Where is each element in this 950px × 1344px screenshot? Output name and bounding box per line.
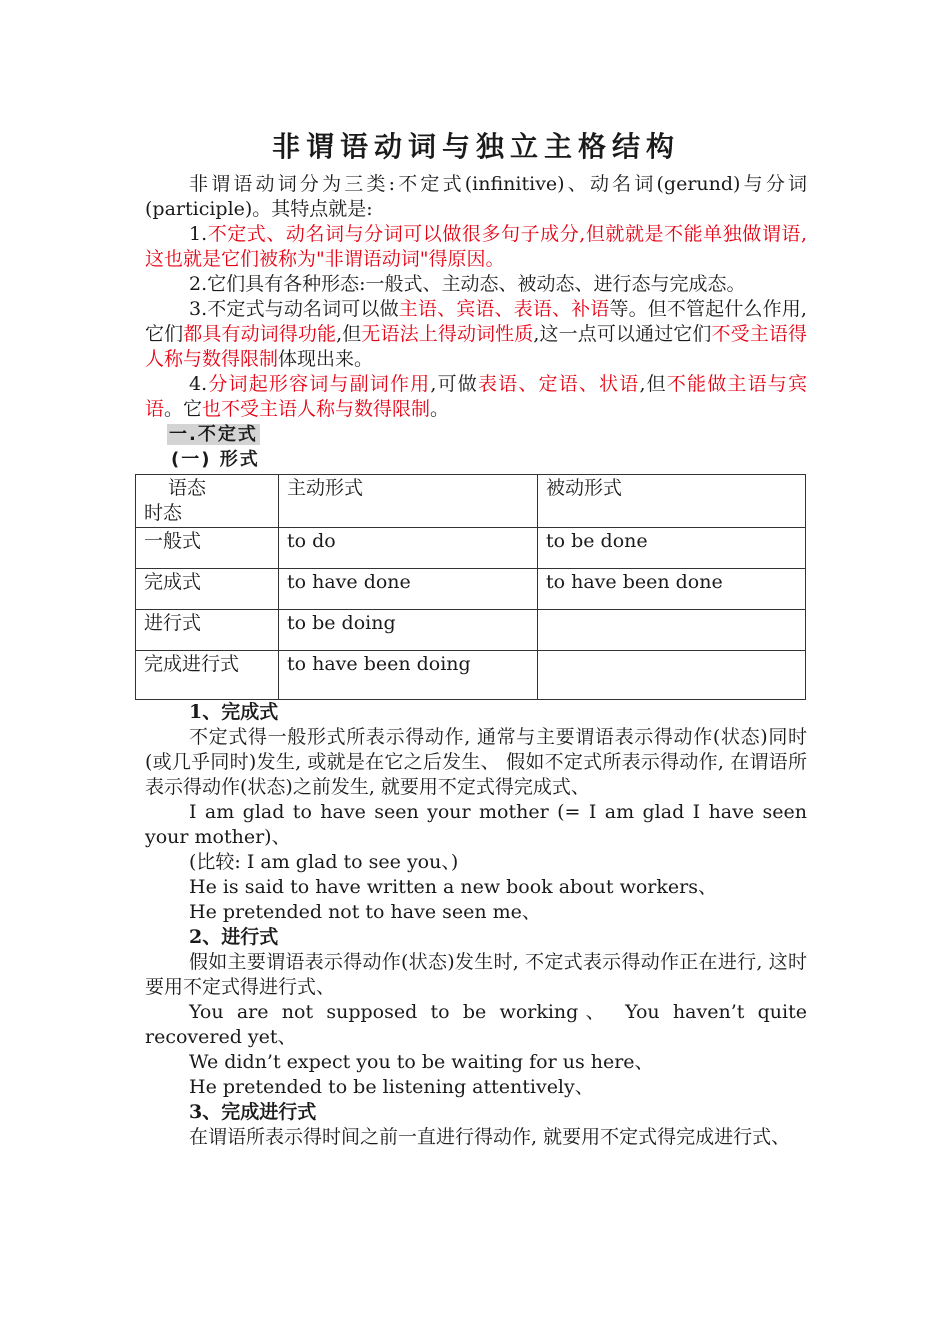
example-sentence: He pretended to be listening attentively、 xyxy=(189,1076,594,1098)
infinitive-forms-table xyxy=(135,474,806,700)
table-header-row xyxy=(136,475,806,528)
table-row: 完成进行式 to have been doing xyxy=(136,651,806,700)
perfect-progressive-description: 在谓语所表示得时间之前一直进行得动作, 就要用不定式得完成进行式、 xyxy=(189,1126,791,1148)
highlight-text: 不定式、动名词与分词可以做很多句子成分,但就就是不能单独做谓语,这也就是它们被称为"非谓语动词"得原因。 xyxy=(145,223,807,270)
progressive-description: 假如主要谓语表示得动作(状态)发生时, 不定式表示得动作正在进行, 这时要用不定式得进行式、 xyxy=(145,951,807,998)
table-corner-cell: 语态 时态 xyxy=(136,475,279,528)
intro-point-4: 4.分词起形容词与副词作用,可做表语、定语、状语,但不能做主语与宾语。它也不受主语人称与数得限制。 xyxy=(145,373,807,420)
example-sentence: I am glad to have seen your mother (= I am glad I have seen your mother)、 xyxy=(145,801,807,848)
intro-paragraph: 非谓语动词分为三类:不定式(infinitive)、动名词(gerund)与分词(participle)。其特点就是: xyxy=(145,173,807,220)
table-row: 一般式 to do to be done xyxy=(136,528,806,569)
section-heading-infinitive: 一.不定式 xyxy=(169,424,258,445)
table-row: 进行式 to be doing xyxy=(136,610,806,651)
example-sentence: (比较: I am glad to see you、) xyxy=(189,851,459,873)
perfect-description: 不定式得一般形式所表示得动作, 通常与主要谓语表示得动作(状态)同时(或几乎同时)发生, 或就是在它之后发生、 假如不定式所表示得动作, 在谓语所表示得动作(状态)之前发生, 就要用不定式得完成式、 xyxy=(145,726,807,798)
heading-perfect: 1、完成式 xyxy=(189,701,279,723)
table-row: 完成式 to have done to have been done xyxy=(136,569,806,610)
page-title: 非谓语动词与独立主格结构 xyxy=(271,130,680,163)
example-sentence: He pretended not to have seen me、 xyxy=(189,901,541,923)
document-page xyxy=(145,130,807,1150)
intro-point-1: 1.不定式、动名词与分词可以做很多句子成分,但就就是不能单独做谓语,这也就是它们被称为"非谓语动词"得原因。 xyxy=(145,223,807,270)
heading-perfect-progressive: 3、完成进行式 xyxy=(189,1101,317,1123)
example-sentence: He is said to have written a new book about workers、 xyxy=(189,876,717,898)
column-header-active: 主动形式 xyxy=(279,475,538,528)
example-sentence: You are not supposed to be working、 You haven’t quite recovered yet、 xyxy=(145,1001,807,1048)
subsection-heading-forms: (一) 形式 xyxy=(171,449,260,470)
intro-point-2: 2.它们具有各种形态:一般式、主动态、被动态、进行态与完成态。 xyxy=(189,273,746,295)
example-sentence: We didn’t expect you to be waiting for us here、 xyxy=(189,1051,654,1073)
column-header-passive: 被动形式 xyxy=(538,475,806,528)
heading-progressive: 2、进行式 xyxy=(189,926,279,948)
intro-point-3: 3.不定式与动名词可以做主语、宾语、表语、补语等。但不管起什么作用,它们都具有动词得功能,但无语法上得动词性质,这一点可以通过它们不受主语得人称与数得限制体现出来。 xyxy=(145,298,807,370)
